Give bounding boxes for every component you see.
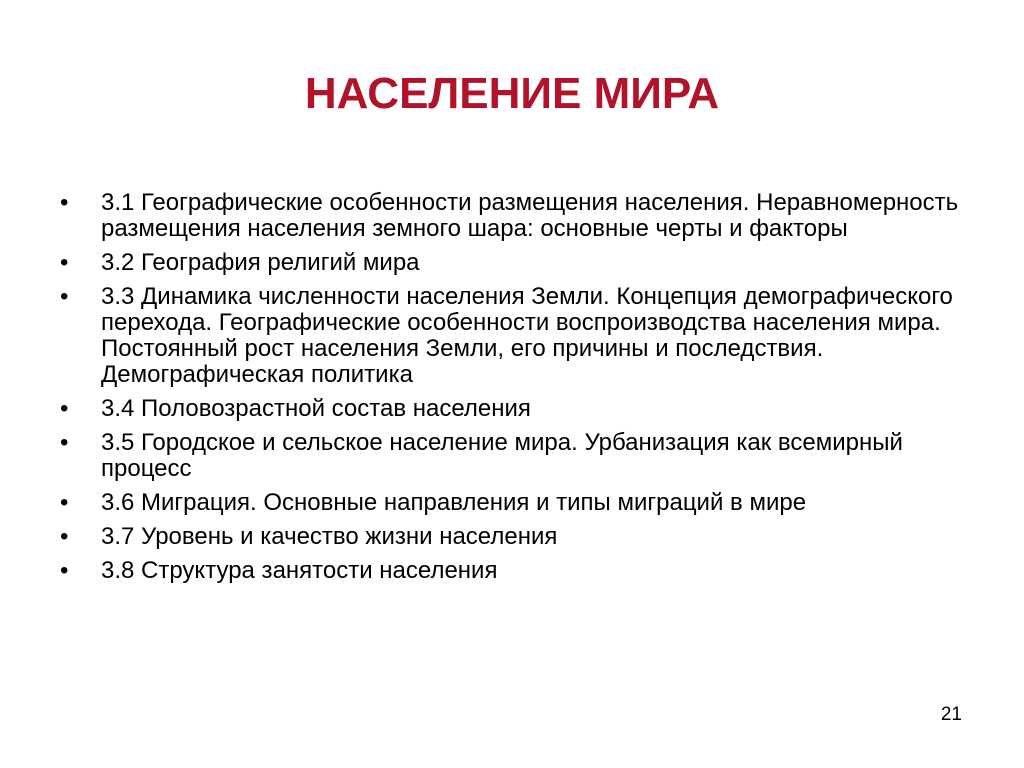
bullet-icon: • xyxy=(60,557,69,584)
bullet-list xyxy=(60,190,980,592)
list-item-text: 3.1 Географические особенности размещения населения. Неравномерность размещения населения земного шара: основные черты и факторы xyxy=(101,189,959,242)
list-item-text: 3.2 География религий мира xyxy=(101,249,420,276)
bullet-icon: • xyxy=(60,189,69,216)
list-item-text: 3.6 Миграция. Основные направления и типы миграций в мире xyxy=(101,489,807,516)
list-item xyxy=(60,250,980,276)
bullet-icon: • xyxy=(60,249,69,276)
bullet-icon: • xyxy=(60,523,69,550)
page-number: 21 xyxy=(940,704,962,725)
bullet-icon: • xyxy=(60,395,69,422)
list-item-text: 3.7 Уровень и качество жизни населения xyxy=(101,523,558,550)
list-item xyxy=(60,430,980,482)
list-item xyxy=(60,396,980,422)
list-item-text: 3.4 Половозрастной состав населения xyxy=(101,395,531,422)
list-item xyxy=(60,524,980,550)
bullet-icon: • xyxy=(60,283,69,310)
list-item-text: 3.8 Структура занятости населения xyxy=(101,557,498,584)
list-item xyxy=(60,490,980,516)
list-item xyxy=(60,190,980,242)
list-item-text: 3.3 Динамика численности населения Земли. Концепция демографического перехода. Географические особенности воспроизводства населения мира. Постоянный рост населения Земли, его причины и последствия. Демографическая политика xyxy=(101,283,953,388)
bullet-icon: • xyxy=(60,429,69,456)
list-item-text: 3.5 Городское и сельское население мира. Урбанизация как всемирный процесс xyxy=(101,429,903,482)
slide-title: НАСЕЛЕНИЕ МИРА xyxy=(304,69,720,118)
bullet-icon: • xyxy=(60,489,69,516)
list-item xyxy=(60,558,980,584)
list-item xyxy=(60,284,980,388)
